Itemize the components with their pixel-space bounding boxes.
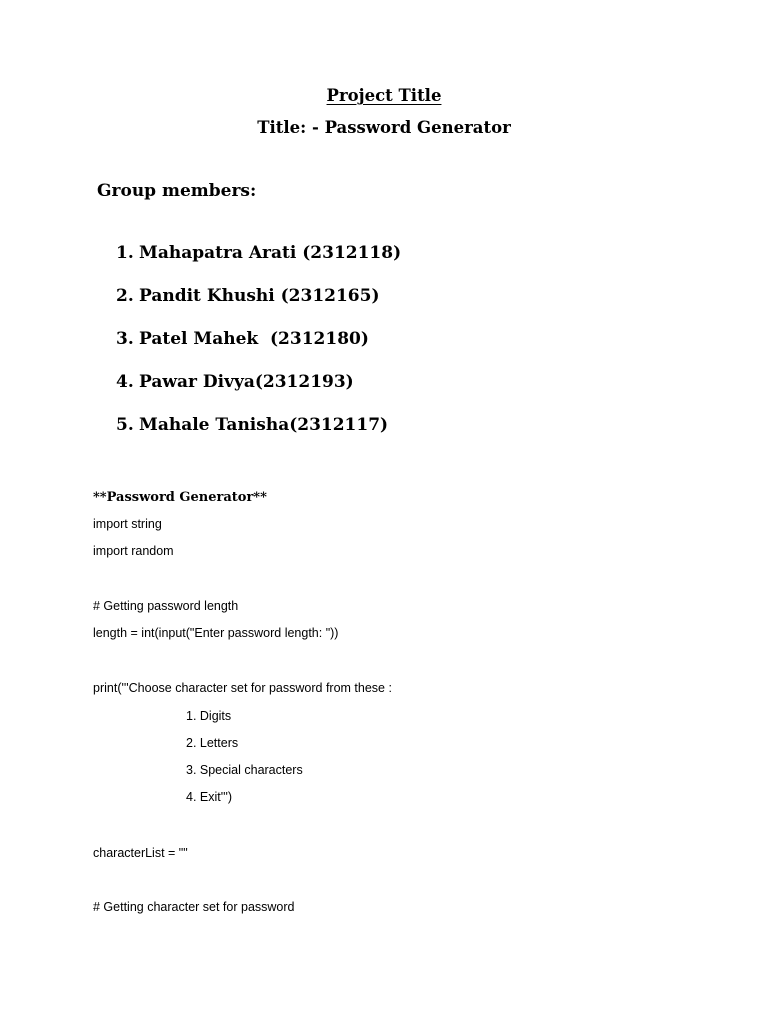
member-name: Patel Mahek (2312180) xyxy=(139,329,369,349)
code-menu-option: 3. Special characters xyxy=(186,763,303,777)
member-list-item xyxy=(116,372,354,392)
project-title: Project Title xyxy=(326,86,442,105)
member-number: 3. xyxy=(116,329,134,349)
code-line: print('''Choose character set for password from these : xyxy=(93,681,392,695)
code-comment: # Getting password length xyxy=(93,599,239,613)
member-list-item xyxy=(116,329,369,349)
group-members-heading: Group members: xyxy=(97,181,257,201)
code-menu-option: 1. Digits xyxy=(186,709,232,723)
code-menu-option: 2. Letters xyxy=(186,736,239,750)
code-line: length = int(input("Enter password length: ")) xyxy=(93,626,339,640)
member-name: Pawar Divya(2312193) xyxy=(139,372,354,392)
member-list-item xyxy=(116,243,401,263)
member-number: 5. xyxy=(116,415,134,435)
member-name: Pandit Khushi (2312165) xyxy=(139,286,380,306)
code-line: import random xyxy=(93,544,174,558)
code-menu-option: 4. Exit''') xyxy=(186,790,233,804)
code-line: import string xyxy=(93,517,162,531)
member-number: 4. xyxy=(116,372,134,392)
member-number: 1. xyxy=(116,243,134,263)
code-comment: # Getting character set for password xyxy=(93,900,295,914)
member-name: Mahapatra Arati (2312118) xyxy=(139,243,402,263)
code-line: characterList = "" xyxy=(93,846,188,860)
member-number: 2. xyxy=(116,286,134,306)
member-name: Mahale Tanisha(2312117) xyxy=(139,415,389,435)
document-title: Title: - Password Generator xyxy=(257,118,511,137)
member-list-item xyxy=(116,415,388,435)
member-list-item xyxy=(116,286,380,306)
code-section-heading: **Password Generator** xyxy=(93,490,267,505)
